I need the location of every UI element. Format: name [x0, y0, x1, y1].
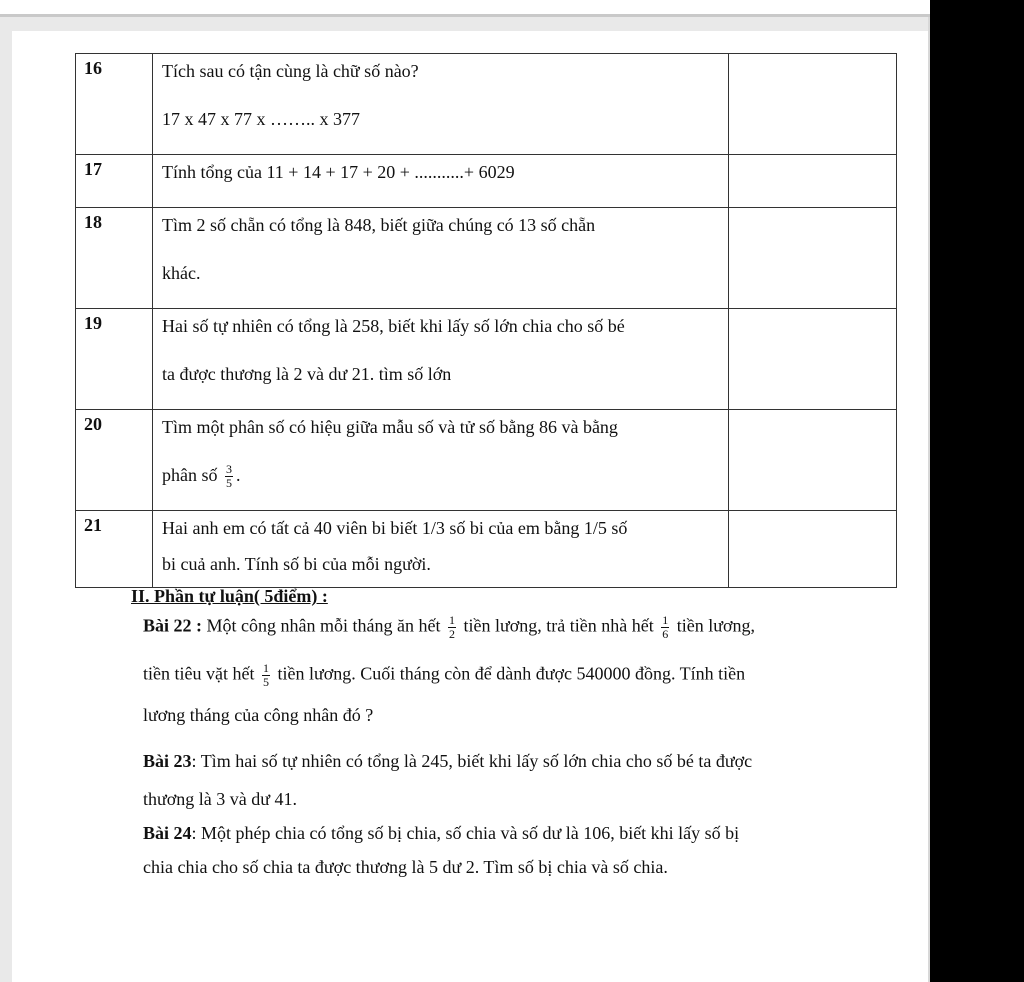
bai22-line [143, 705, 373, 726]
answer-cell[interactable] [729, 410, 897, 511]
answer-cell[interactable] [729, 309, 897, 410]
question-text [153, 155, 729, 208]
exercise-label: Bài 22 : [143, 615, 203, 636]
answer-cell[interactable] [729, 511, 897, 588]
table-row [76, 155, 897, 208]
question-number: 17 [76, 155, 153, 208]
exercise-text: thương là 3 và dư 41. [143, 789, 298, 809]
question-line-text: phân số [162, 465, 218, 485]
fraction [448, 614, 456, 641]
page-margin-right [928, 17, 930, 982]
question-line: Hai anh em có tất cả 40 viên bi biết 1/3 số bi của em bằng 1/5 số [162, 518, 628, 538]
exercise-text: Một công nhân mỗi tháng ăn hết [206, 615, 441, 636]
question-text [153, 410, 729, 511]
fraction-denominator: 5 [262, 675, 269, 689]
viewer-top-edge [0, 0, 930, 17]
table-row [76, 54, 897, 155]
fraction-denominator: 5 [226, 476, 232, 491]
exercise-text: tiền tiêu vặt hết [143, 663, 255, 684]
question-line: Tìm một phân số có hiệu giữa mẫu số và tử số bằng 86 và bằng [162, 417, 618, 437]
bai22-line [143, 614, 755, 641]
exercise-text: lương tháng của công nhân đó ? [143, 705, 374, 725]
fraction-numerator: 1 [448, 613, 455, 627]
table-row [76, 511, 897, 588]
exercise-text: tiền lương. Cuối tháng còn để dành được 540000 đồng. Tính tiền [277, 663, 746, 684]
question-number: 20 [76, 410, 153, 511]
question-line: Hai số tự nhiên có tổng là 258, biết khi lấy số lớn chia cho số bé [162, 316, 625, 336]
bai22-line [143, 662, 745, 689]
question-text [153, 54, 729, 155]
question-number: 21 [76, 511, 153, 588]
fraction-denominator: 6 [662, 627, 669, 641]
fraction [225, 463, 233, 490]
fraction-numerator: 1 [662, 613, 669, 627]
section-heading: II. Phần tự luận( 5điểm) : [131, 586, 328, 606]
fraction [262, 662, 270, 689]
question-line: 17 x 47 x 77 x …….. x 377 [162, 109, 360, 129]
table-row [76, 309, 897, 410]
exercise-text: : Một phép chia có tổng số bị chia, số chia và số dư là 106, biết khi lấy số bị [191, 823, 740, 843]
fraction-numerator: 3 [226, 462, 232, 477]
fraction [661, 614, 669, 641]
question-text [153, 309, 729, 410]
exercise-label: Bài 24 [143, 823, 192, 843]
question-number: 18 [76, 208, 153, 309]
page-margin-left [0, 17, 12, 982]
exercise-text: chia chia cho số chia ta được thương là 5 dư 2. Tìm số bị chia và số chia. [143, 857, 668, 877]
question-line: bi cuả anh. Tính số bi của mỗi người. [162, 554, 431, 574]
exercise-text: : Tìm hai số tự nhiên có tổng là 245, biết khi lấy số lớn chia cho số bé ta được [191, 751, 753, 771]
fraction-numerator: 1 [262, 661, 269, 675]
table-row [76, 208, 897, 309]
exercise-text: tiền lương, trả tiền nhà hết [463, 615, 654, 636]
exercise-label: Bài 23 [143, 751, 192, 771]
question-line: ta được thương là 2 và dư 21. tìm số lớn [162, 364, 452, 384]
question-line: khác. [162, 263, 201, 283]
question-number: 16 [76, 54, 153, 155]
question-line-text: . [236, 465, 241, 485]
question-text [153, 511, 729, 588]
answer-cell[interactable] [729, 208, 897, 309]
question-line [162, 462, 728, 510]
answer-cell[interactable] [729, 155, 897, 208]
answer-cell[interactable] [729, 54, 897, 155]
fraction-denominator: 2 [448, 627, 455, 641]
question-text [153, 208, 729, 309]
bai23-line [143, 751, 752, 772]
question-number: 19 [76, 309, 153, 410]
question-line: Tích sau có tận cùng là chữ số nào? [162, 61, 419, 81]
question-line: Tính tổng của 11 + 14 + 17 + 20 + ...........+ 6029 [162, 162, 515, 182]
table-row [76, 410, 897, 511]
question-table [75, 53, 897, 588]
bai24-line [143, 857, 668, 878]
exercise-text: tiền lương, [676, 615, 755, 636]
bai23-line [143, 789, 297, 810]
viewer-gap [0, 17, 930, 31]
question-line: Tìm 2 số chẵn có tổng là 848, biết giữa chúng có 13 số chẵn [162, 215, 596, 235]
bai24-line [143, 823, 739, 844]
